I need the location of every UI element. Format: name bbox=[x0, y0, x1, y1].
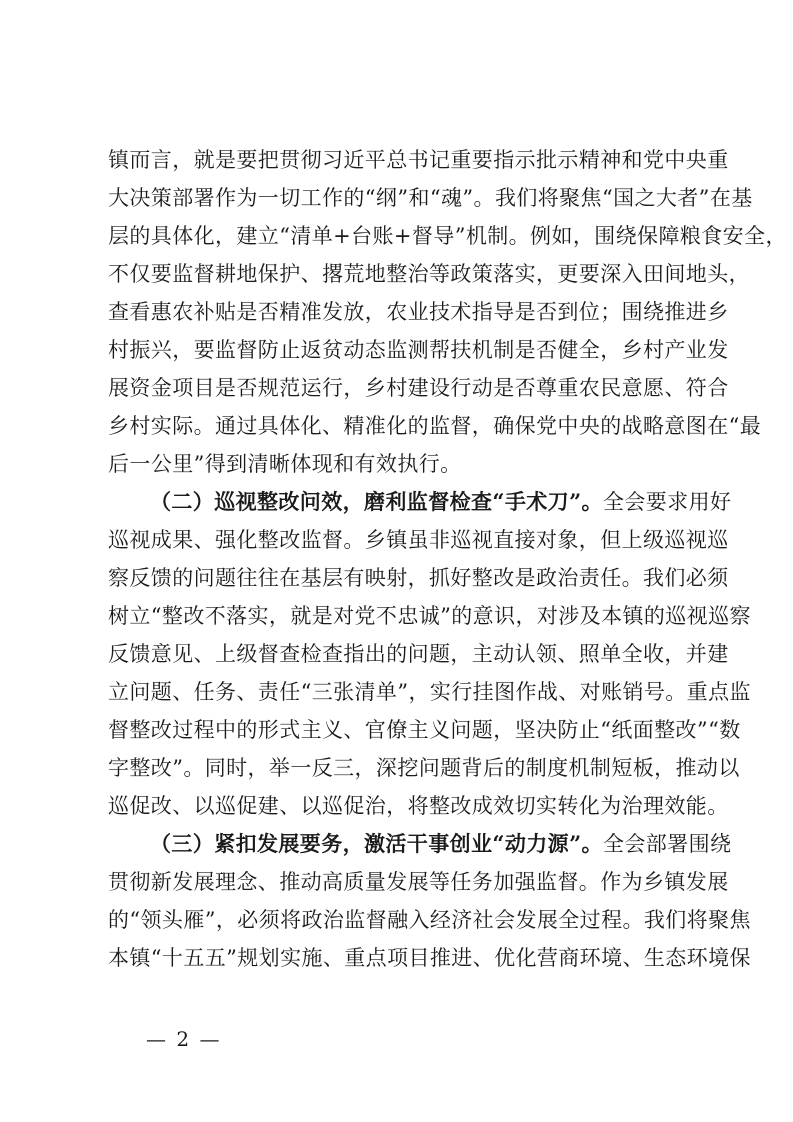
paragraph-line: 查看惠农补贴是否精准发放，农业技术指导是否到位；围绕推进乡 bbox=[108, 300, 729, 324]
paragraph-line: 巡促改、以巡促建、以巡促治，将整改成效切实转化为治理效能。 bbox=[108, 794, 729, 818]
paragraph-line: 察反馈的问题往往在基层有映射，抓好整改是政治责任。我们必须 bbox=[108, 566, 729, 590]
paragraph-line: 反馈意见、上级督查检查指出的问题，主动认领、照单全收，并建 bbox=[108, 642, 729, 666]
paragraph-line: 乡村实际。通过具体化、精准化的监督，确保党中央的战略意图在“最 bbox=[108, 414, 762, 438]
paragraph-line: 后一公里”得到清晰体现和有效执行。 bbox=[108, 452, 462, 476]
paragraph-line: 展资金项目是否规范运行，乡村建设行动是否尊重农民意愿、符合 bbox=[108, 376, 729, 400]
paragraph-line: 立问题、任务、责任“三张清单”，实行挂图作战、对账销号。重点监 bbox=[108, 680, 751, 704]
section-2-heading-tail: 全会要求用好 bbox=[602, 490, 732, 514]
paragraph-line: 巡视成果、强化整改监督。乡镇虽非巡视直接对象，但上级巡视巡 bbox=[108, 528, 729, 552]
paragraph-line: 贯彻新发展理念、推动高质量发展等任务加强监督。作为乡镇发展 bbox=[108, 870, 729, 894]
paragraph-line: 层的具体化，建立“清单+台账+督导”机制。例如，围绕保障粮食安全， bbox=[108, 224, 787, 248]
section-2-heading: （二）巡视整改问效，磨利监督检查“手术刀”。 bbox=[150, 489, 603, 514]
section-3-heading-tail: 全会部署围绕 bbox=[602, 832, 732, 856]
paragraph-line: 村振兴，要监督防止返贫动态监测帮扶机制是否健全，乡村产业发 bbox=[108, 338, 729, 362]
paragraph-line: 镇而言，就是要把贯彻习近平总书记重要指示批示精神和党中央重 bbox=[108, 148, 729, 172]
section-heading-line bbox=[150, 484, 732, 520]
paragraph-line: 大决策部署作为一切工作的“纲”和“魂”。我们将聚焦“国之大者”在基 bbox=[108, 186, 753, 210]
page-number: — 2 — bbox=[146, 1027, 222, 1051]
paragraph-line: 不仅要监督耕地保护、撂荒地整治等政策落实，更要深入田间地头， bbox=[108, 262, 750, 286]
paragraph-line: 督整改过程中的形式主义、官僚主义问题，坚决防止“纸面整改”“数 bbox=[108, 718, 741, 742]
paragraph-line: 树立“整改不落实，就是对党不忠诚”的意识，对涉及本镇的巡视巡察 bbox=[108, 604, 751, 628]
paragraph-line: 字整改”。同时，举一反三，深挖问题背后的制度机制短板，推动以 bbox=[108, 756, 740, 780]
paragraph-line: 本镇“十五五”规划实施、重点项目推进、优化营商环境、生态环境保 bbox=[108, 946, 751, 970]
section-heading-line bbox=[150, 826, 732, 862]
section-3-heading: （三）紧扣发展要务，激活干事创业“动力源”。 bbox=[150, 831, 603, 856]
paragraph-line: 的“领头雁”，必须将政治监督融入经济社会发展全过程。我们将聚焦 bbox=[108, 908, 751, 932]
